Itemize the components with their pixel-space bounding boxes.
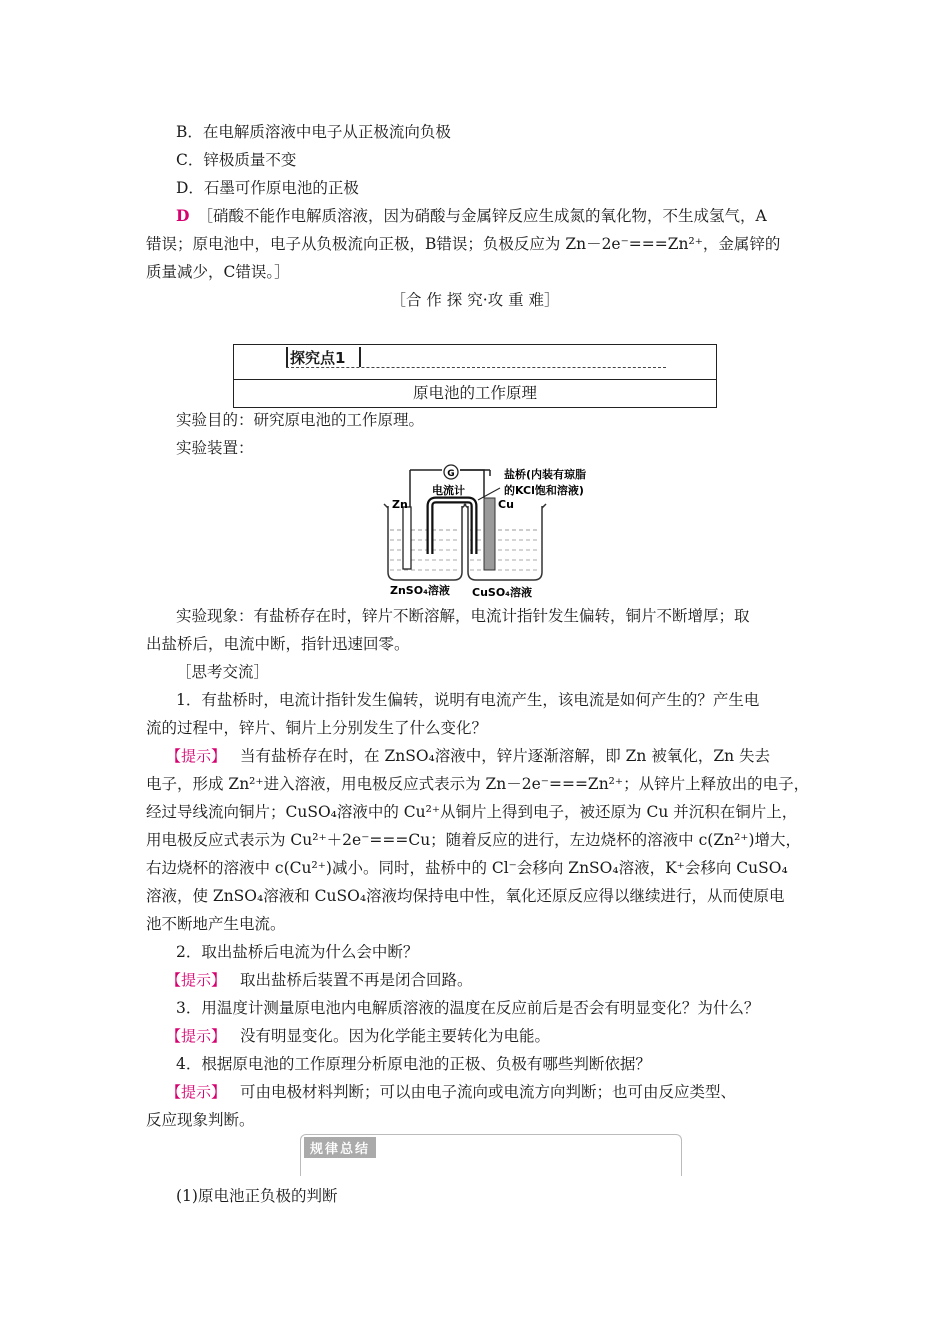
answer-text-1: ［硝酸不能作电解质溶液，因为硝酸与金属锌反应生成氮的氧化物，不生成氢气，A [197,207,767,225]
answer-2 [166,970,473,990]
answer-1-line-5: 右边烧杯的溶液中 c(Cu²⁺)减小。同时，盐桥中的 Cl⁻会移向 ZnSO₄溶液，K⁺会移向 CuSO₄ [146,859,788,877]
phenomenon-line-1: 实验现象：有盐桥存在时，锌片不断溶解，电流计指针发生偏转，铜片不断增厚；取 [176,607,750,625]
bridge-label-2: 的KCl饱和溶液) [504,484,584,497]
experiment-apparatus: 实验装置： [176,439,254,457]
question-1-line-1: 1．有盐桥时，电流计指针发生偏转，说明有电流产生，该电流是如何产生的？产生电 [176,691,760,709]
tag-bar-left [286,347,288,367]
option-d: D．石墨可作原电池的正极 [176,179,359,197]
summary-box [300,1134,682,1176]
answer-3 [166,1026,550,1046]
hint-label: 【提示】 [166,1083,227,1101]
explore-tag: 探究点1 [290,349,346,367]
znso4-label: ZnSO₄溶液 [390,584,450,597]
answer-3-text: 没有明显变化。因为化学能主要转化为电能。 [240,1027,551,1045]
zinc-electrode [403,507,411,569]
answer-4-line-1 [166,1082,736,1102]
question-1-line-2: 流的过程中，锌片、铜片上分别发生了什么变化？ [146,719,488,737]
answer-line-3: 质量减少，C错误。］ [146,263,290,281]
cu-label: Cu [498,498,514,511]
dashed-rule [286,367,666,368]
answer-4-text: 可由电极材料判断；可以由电子流向或电流方向判断；也可由反应类型、 [240,1083,737,1101]
answer-line-2: 错误；原电池中，电子从负极流向正极，B错误；负极反应为 Zn－2e⁻===Zn²⁺，金属锌的 [146,235,781,253]
question-3: 3．用温度计测量原电池内电解质溶液的温度在反应前后是否会有明显变化？为什么？ [176,999,760,1017]
summary-label: 规律总结 [304,1137,376,1158]
explore-title: 原电池的工作原理 [412,384,537,402]
question-2: 2．取出盐桥后电流为什么会中断？ [176,943,419,961]
discussion-heading: ［思考交流］ [176,663,270,681]
answer-2-text: 取出盐桥后装置不再是闭合回路。 [240,971,473,989]
tag-bar-right [359,347,361,367]
copper-electrode [484,498,495,570]
answer-4-line-2: 反应现象判断。 [146,1111,255,1129]
answer-1-line-2: 电子，形成 Zn²⁺进入溶液，用电极反应式表示为 Zn－2e⁻===Zn²⁺；从锌片上释放出的电子， [146,775,810,793]
answer-line-1 [176,206,767,226]
meter-label: 电流计 [432,484,465,497]
cuso4-label: CuSO₄溶液 [472,586,532,599]
bridge-label-1: 盐桥(内装有琼脂 [504,468,587,481]
answer-1-line-4: 用电极反应式表示为 Cu²⁺＋2e⁻===Cu；随着反应的进行，左边烧杯的溶液中 c(Zn²⁺)增大， [146,831,802,849]
option-b: B．在电解质溶液中电子从正极流向负极 [176,123,451,141]
answer-1-line-6: 溶液，使 ZnSO₄溶液和 CuSO₄溶液均保持电中性，氧化还原反应得以继续进行，从而使原电 [146,887,785,905]
phenomenon-line-2: 出盐桥后，电流中断，指针迅速回零。 [146,635,410,653]
answer-1-line-3: 经过导线流向铜片；CuSO₄溶液中的 Cu²⁺从铜片上得到电子，被还原为 Cu 并沉积在铜片上， [146,803,798,821]
explore-box-header [234,345,716,380]
hint-label: 【提示】 [166,747,227,765]
answer-letter: D [176,206,190,225]
experiment-purpose: 实验目的：研究原电池的工作原理。 [176,411,425,429]
answer-1-line-7: 池不断地产生电流。 [146,915,286,933]
answer-1-line-1 [166,746,770,766]
galvanic-cell-diagram [380,462,640,602]
section-heading: ［合 作 探 究·攻 重 难］ [390,291,560,309]
question-4: 4．根据原电池的工作原理分析原电池的正极、负极有哪些判断依据？ [176,1055,651,1073]
explore-box [233,344,717,408]
summary-item-1: (1)原电池正负极的判断 [176,1187,338,1205]
hint-label: 【提示】 [166,971,227,989]
zn-label: Zn [392,498,408,511]
hint-label: 【提示】 [166,1027,227,1045]
answer-1-text: 当有盐桥存在时，在 ZnSO₄溶液中，锌片逐渐溶解，即 Zn 被氧化，Zn 失去 [240,747,771,765]
option-c: C．锌极质量不变 [176,151,297,169]
galvanometer-symbol: G [447,469,455,479]
